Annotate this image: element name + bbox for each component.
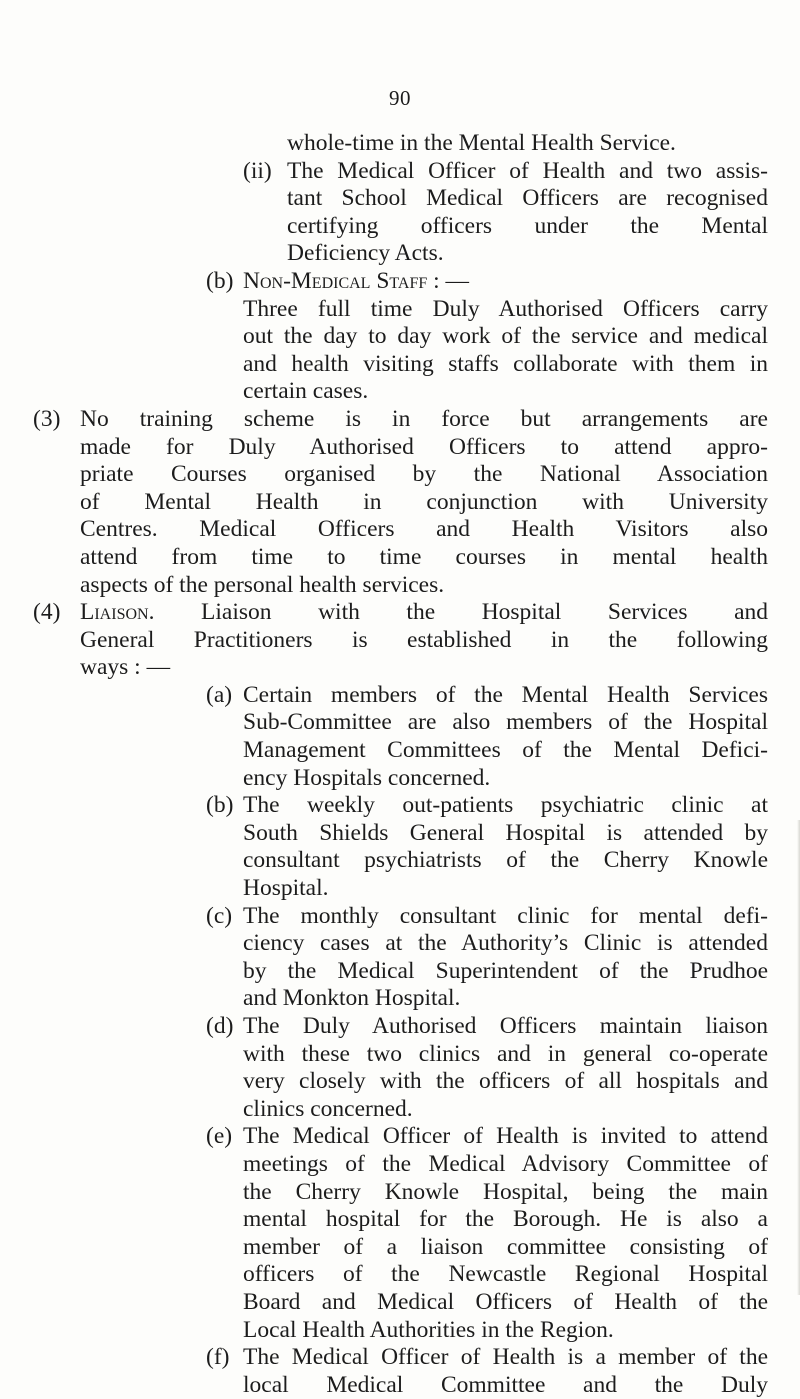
- line-text: Centres. Medical Officers and Health Visitors also: [80, 516, 768, 543]
- line-text: tant School Medical Officers are recognised: [287, 185, 768, 212]
- line-text: Management Committees of the Mental Defici-: [243, 737, 768, 764]
- item-label: (b): [206, 792, 234, 819]
- text-line: [0, 1372, 800, 1399]
- line-text: certain cases.: [243, 378, 369, 405]
- section-number: (3): [33, 405, 61, 432]
- item-label: (c): [206, 902, 233, 929]
- text-line: [0, 185, 800, 213]
- text-line: [0, 930, 800, 958]
- line-text: of Mental Health in conjunction with University: [80, 488, 768, 515]
- text-line: [0, 240, 800, 268]
- text-line: [0, 323, 800, 351]
- text-line: [0, 489, 800, 517]
- text-line: [0, 1344, 800, 1372]
- line-text: Board and Medical Officers of Health of the: [243, 1288, 768, 1315]
- section-number: (4): [33, 599, 61, 626]
- item-label: (a): [206, 681, 233, 708]
- line-text: General Practitioners is established in the following: [80, 626, 768, 653]
- report-text: [0, 130, 800, 1399]
- line-text: The Medical Officer of Health is invited to attend: [243, 1123, 768, 1150]
- text-line: [0, 958, 800, 986]
- line-text: made for Duly Authorised Officers to attend appro-: [80, 433, 768, 460]
- line-text: South Shields General Hospital is attended by: [243, 819, 768, 846]
- line-text: very closely with the officers of all hospitals and: [243, 1068, 768, 1095]
- item-label: (d): [206, 1013, 234, 1039]
- text-line: [0, 378, 800, 406]
- text-line: [0, 1261, 800, 1289]
- line-text: The Medical Officer of Health is a member of the: [243, 1344, 768, 1371]
- line-text: meetings of the Medical Advisory Committee of: [243, 1150, 768, 1177]
- line-text: ways : —: [80, 654, 171, 681]
- text-line: [0, 627, 800, 655]
- line-text: out the day to day work of the service and medical: [243, 323, 768, 350]
- text-line: [0, 903, 800, 931]
- text-line: [0, 654, 800, 682]
- text-line: [0, 599, 800, 627]
- item-label: (b): [206, 267, 234, 294]
- text-line: [0, 1179, 800, 1207]
- text-line: [0, 1289, 800, 1317]
- line-text: Deficiency Acts.: [287, 240, 444, 267]
- line-text: whole-time in the Mental Health Service.: [287, 130, 676, 156]
- line-text: with these two clinics and in general co-operate: [243, 1040, 768, 1067]
- line-text: mental hospital for the Borough. He is also a: [243, 1206, 768, 1233]
- line-text: Local Health Authorities in the Region.: [243, 1316, 614, 1343]
- line-text: the Cherry Knowle Hospital, being the main: [243, 1178, 768, 1205]
- line-text: Certain members of the Mental Health Services: [243, 681, 768, 708]
- text-line: [0, 268, 800, 296]
- text-line: [0, 682, 800, 710]
- line-text: certifying officers under the Mental: [287, 212, 768, 239]
- line-text: and Monkton Hospital.: [243, 985, 461, 1012]
- text-line: [0, 709, 800, 737]
- text-line: [0, 213, 800, 241]
- item-label: (ii): [243, 157, 272, 184]
- line-text: ency Hospitals concerned.: [243, 764, 491, 791]
- text-line: [0, 351, 800, 379]
- item-label: (e): [206, 1123, 233, 1150]
- text-line: [0, 516, 800, 544]
- text-line: [0, 1013, 800, 1041]
- text-line: [0, 158, 800, 186]
- line-text: Hospital.: [243, 875, 329, 902]
- line-text: ciency cases at the Authority’s Clinic is attended: [243, 930, 768, 957]
- line-text: Non-Medical Staff : —: [243, 267, 470, 294]
- page-number: 90: [389, 86, 411, 110]
- line-text: attend from time to time courses in mental health: [80, 543, 768, 570]
- text-line: [0, 1123, 800, 1151]
- text-line: [0, 847, 800, 875]
- line-text: priate Courses organised by the National Association: [80, 461, 768, 488]
- text-line: [0, 461, 800, 489]
- line-text: local Medical Committee and the Duly: [243, 1371, 768, 1398]
- line-text: Three full time Duly Authorised Officers carry: [243, 295, 768, 322]
- text-line: [0, 1317, 800, 1345]
- text-line: [0, 544, 800, 572]
- line-text: No training scheme is in force but arrangements are: [80, 405, 768, 432]
- line-text: member of a liaison committee consisting of: [243, 1233, 768, 1260]
- line-text: and health visiting staffs collaborate with them in: [243, 350, 768, 377]
- line-text: clinics concerned.: [243, 1095, 413, 1122]
- text-line: [0, 572, 800, 600]
- text-line: [0, 1151, 800, 1179]
- text-line: [0, 1068, 800, 1096]
- text-line: [0, 737, 800, 765]
- line-text: officers of the Newcastle Regional Hospital: [243, 1261, 768, 1288]
- line-text: Liaison. Liaison with the Hospital Services and: [80, 599, 768, 626]
- line-text: by the Medical Superintendent of the Prudhoe: [243, 957, 768, 984]
- text-line: [0, 875, 800, 903]
- text-line: [0, 296, 800, 324]
- text-line: [0, 792, 800, 820]
- line-text: The Duly Authorised Officers maintain liaison: [243, 1013, 768, 1039]
- line-text: Sub-Committee are also members of the Hospital: [243, 709, 768, 736]
- text-line: [0, 406, 800, 434]
- text-line: [0, 765, 800, 793]
- line-text: consultant psychiatrists of the Cherry Knowle: [243, 847, 768, 874]
- line-text: The weekly out-patients psychiatric clinic at: [243, 792, 768, 819]
- text-line: [0, 820, 800, 848]
- text-line: [0, 985, 800, 1013]
- text-line: [0, 1234, 800, 1262]
- line-text: aspects of the personal health services.: [80, 571, 445, 598]
- text-line: [0, 130, 800, 158]
- line-text: The monthly consultant clinic for mental defi-: [243, 902, 768, 929]
- text-line: [0, 434, 800, 462]
- text-line: [0, 1206, 800, 1234]
- text-line: [0, 1096, 800, 1124]
- line-text: The Medical Officer of Health and two assis-: [287, 157, 768, 184]
- item-label: (f): [206, 1344, 230, 1371]
- text-line: [0, 1041, 800, 1069]
